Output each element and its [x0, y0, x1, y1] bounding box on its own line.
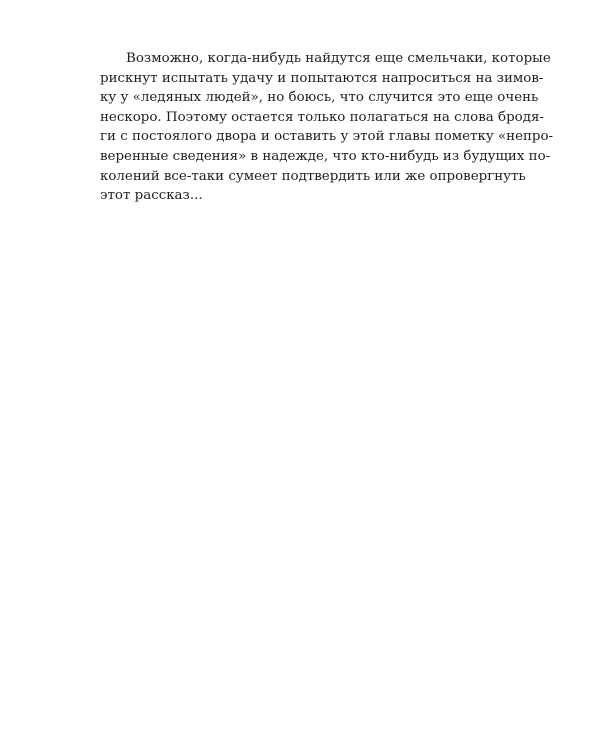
paragraph-line: Возможно, когда-нибудь найдутся еще смельчаки, которые [126, 51, 551, 66]
paragraph [100, 49, 554, 206]
paragraph-line: ги с постоялого двора и оставить у этой главы пометку «непро- [100, 129, 554, 145]
paragraph-line: рискнут испытать удачу и попытаются напроситься на зимов- [100, 70, 544, 86]
paragraph-line: колений все-таки сумеет подтвердить или же опровергнуть [100, 168, 526, 184]
paragraph-line: нескоро. Поэтому остается только полагаться на слова бродя- [100, 109, 544, 125]
paragraph-line: ку у «ледяных людей», но боюсь, что случится это еще очень [100, 90, 539, 106]
paragraph-line: веренные сведения» в надежде, что кто-нибудь из будущих по- [100, 148, 551, 164]
paragraph-line: этот рассказ... [100, 188, 203, 204]
